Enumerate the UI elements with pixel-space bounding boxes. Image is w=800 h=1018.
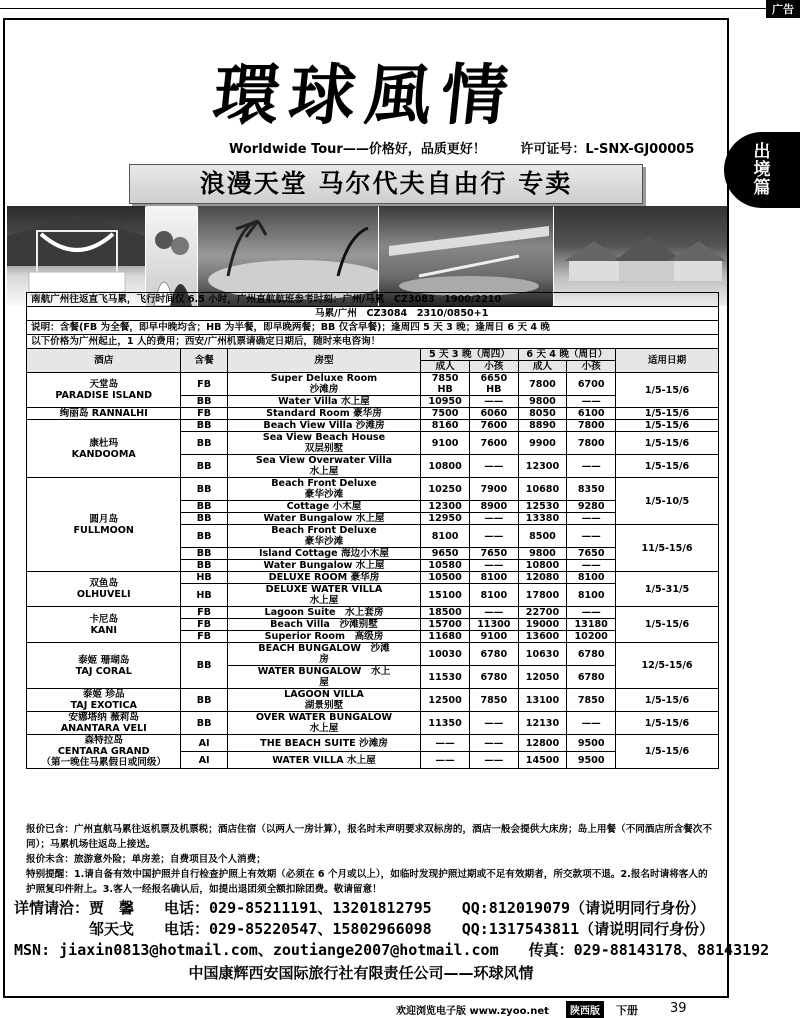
price-child-6d: 6780 — [567, 666, 616, 689]
table-row — [27, 572, 719, 584]
meal-plan: AI — [181, 752, 227, 769]
room-type: Beach View Villa 沙滩房 — [227, 420, 421, 432]
room-type: Standard Room 豪华房 — [227, 408, 421, 420]
price-child-6d: —— — [567, 607, 616, 619]
meal-plan: BB — [181, 560, 227, 572]
meal-plan: FB — [181, 373, 227, 396]
price-child-6d: 8100 — [567, 584, 616, 607]
price-child-6d: —— — [567, 513, 616, 525]
meal-plan: BB — [181, 455, 227, 478]
price-adult-5d: 9650 — [421, 548, 470, 560]
top-rule — [0, 0, 800, 14]
table-row — [27, 420, 719, 432]
valid-dates: 1/5-15/6 — [616, 689, 719, 712]
price-adult-6d: 8890 — [518, 420, 567, 432]
price-child-5d: —— — [469, 396, 518, 408]
volume-label: 下册 — [616, 1004, 638, 1017]
price-adult-5d: —— — [421, 735, 470, 752]
photo-strip — [7, 206, 727, 306]
price-adult-6d: 10800 — [518, 560, 567, 572]
price-child-5d: 8100 — [469, 572, 518, 584]
price-adult-6d: 13600 — [518, 631, 567, 643]
price-child-6d: 8350 — [567, 478, 616, 501]
banner-text: 浪漫天堂 马尔代夫自由行 专卖 — [199, 169, 573, 198]
room-type: Superior Room 高级房 — [227, 631, 421, 643]
contact-line: 详情请洽：贾 馨 电话：029-85211191、13201812795 QQ:812019079（请说明同行身份） — [14, 899, 706, 917]
table-row — [27, 408, 719, 420]
hotel-name: 天堂岛 PARADISE ISLAND — [27, 373, 181, 408]
price-adult-6d: 12050 — [518, 666, 567, 689]
reminder-note: 特别提醒：1.请自备有效中国护照并自行检查护照上有效期（必须在 6 个月或以上），如临时发现护照过期或不足有效期者，所交款项不退。2.报名时请将客人的护照复印件附上。3.客人一经报名确认后，如提出退团须全额扣除团费。敬请留意！ — [26, 869, 708, 895]
col-adult: 成人 — [518, 361, 567, 373]
ad-tag: 广告 — [766, 0, 800, 18]
price-child-6d: 6100 — [567, 408, 616, 420]
table-row — [27, 643, 719, 666]
price-note: 以下价格为广州起止，1 人的费用；西安/广州机票请确定日期后，随时来电咨询！ — [31, 336, 381, 347]
price-adult-6d: 13100 — [518, 689, 567, 712]
price-adult-6d: 13380 — [518, 513, 567, 525]
hotel-name: 康杜玛 KANDOOMA — [27, 420, 181, 478]
price-child-5d: 11300 — [469, 619, 518, 631]
room-type: Sea View Overwater Villa 水上屋 — [227, 455, 421, 478]
table-row — [27, 712, 719, 735]
price-adult-6d: 12300 — [518, 455, 567, 478]
price-child-5d: —— — [469, 712, 518, 735]
meal-plan: HB — [181, 572, 227, 584]
price-child-5d: —— — [469, 560, 518, 572]
tagline: Worldwide Tour——价格好，品质更好！ — [229, 142, 486, 157]
photo-beach-huts — [554, 206, 727, 306]
flight-info: 南航广州往返直飞马累，飞行时间仅 6.5 小时，广州直航航班参考时刻：广州/马累 CZ3083 1900/2210 — [31, 294, 502, 305]
notes — [26, 822, 712, 897]
meal-plan: BB — [181, 513, 227, 525]
included-note: 报价已含：广州直航马累往返机票及机票税；酒店住宿（以两人一房计算），报名时未声明要求双标房的，酒店一般会提供大床房；岛上用餐（不同酒店所含餐次不同）；马累机场往返岛上接送。 — [26, 824, 712, 850]
tagline-row — [229, 138, 694, 157]
col-meal: 含餐 — [181, 349, 227, 373]
price-adult-6d: 17800 — [518, 584, 567, 607]
price-adult-5d: —— — [421, 752, 470, 769]
hotel-name: 绚丽岛 RANNALHI — [27, 408, 181, 420]
price-child-6d: 6780 — [567, 643, 616, 666]
photo-bedroom — [7, 206, 145, 306]
price-child-5d: 7850 — [469, 689, 518, 712]
room-type: THE BEACH SUITE 沙滩房 — [227, 735, 421, 752]
room-type: LAGOON VILLA 湖景别墅 — [227, 689, 421, 712]
price-adult-5d: 10500 — [421, 572, 470, 584]
valid-dates: 1/5-15/6 — [616, 408, 719, 420]
col-6d4n: 6 天 4 晚（周日） — [518, 349, 615, 361]
price-adult-5d: 10580 — [421, 560, 470, 572]
meal-plan: BB — [181, 478, 227, 501]
room-type: Island Cottage 海边小木屋 — [227, 548, 421, 560]
room-type: OVER WATER BUNGALOW 水上屋 — [227, 712, 421, 735]
price-adult-5d: 12950 — [421, 513, 470, 525]
price-child-6d: 9500 — [567, 752, 616, 769]
room-type: Beach Front Deluxe 豪华沙滩 — [227, 525, 421, 548]
price-child-6d: 13180 — [567, 619, 616, 631]
price-adult-6d: 10680 — [518, 478, 567, 501]
brand-title: 環球風情 — [209, 56, 522, 134]
photo-water-villas — [379, 206, 554, 306]
price-child-5d: 8100 — [469, 584, 518, 607]
page-number: 39 — [670, 1001, 687, 1016]
price-child-5d: 7600 — [469, 420, 518, 432]
price-adult-6d: 12130 — [518, 712, 567, 735]
price-child-6d: 9280 — [567, 501, 616, 513]
price-table — [26, 292, 719, 769]
flight-info-return: 马累/广州 CZ3084 2310/0850+1 — [315, 308, 489, 319]
meal-plan: BB — [181, 712, 227, 735]
valid-dates: 1/5-15/6 — [616, 420, 719, 432]
price-adult-6d: 9900 — [518, 432, 567, 455]
room-type: Beach Front Deluxe 豪华沙滩 — [227, 478, 421, 501]
price-child-6d: 7800 — [567, 420, 616, 432]
price-adult-5d: 8160 — [421, 420, 470, 432]
room-type: WATER BUNGALOW 水上 屋 — [227, 666, 421, 689]
page-footer — [0, 1000, 800, 1018]
contact-line: 邹天戈 电话：029-85220547、15802966098 QQ:1317543811（请说明同行身份） — [14, 920, 715, 938]
meal-plan: HB — [181, 584, 227, 607]
price-child-6d: —— — [567, 525, 616, 548]
table-row — [27, 373, 719, 396]
edition-badge: 陕西版 — [566, 1001, 604, 1018]
price-child-5d: 7900 — [469, 478, 518, 501]
price-adult-5d: 11530 — [421, 666, 470, 689]
col-child: 小孩 — [469, 361, 518, 373]
hotel-name: 安娜塔纳 薇莉岛 ANANTARA VELI — [27, 712, 181, 735]
price-child-5d: —— — [469, 455, 518, 478]
price-child-5d: 6780 — [469, 643, 518, 666]
room-type: Lagoon Suite 水上套房 — [227, 607, 421, 619]
meal-plan: BB — [181, 548, 227, 560]
price-adult-5d: 15100 — [421, 584, 470, 607]
price-adult-5d: 12300 — [421, 501, 470, 513]
price-adult-6d: 22700 — [518, 607, 567, 619]
promo-banner — [129, 164, 643, 204]
price-adult-5d: 7850 HB — [421, 373, 470, 396]
hotel-name: 卡尼岛 KANI — [27, 607, 181, 643]
price-child-6d: —— — [567, 560, 616, 572]
col-adult: 成人 — [421, 361, 470, 373]
meal-note: 说明：含餐(FB 为全餐，即早中晚均含；HB 为半餐，即早晚两餐；BB 仅含早餐)；逢周四 5 天 3 晚；逢周日 6 天 4 晚 — [31, 322, 550, 333]
price-child-5d: 8900 — [469, 501, 518, 513]
meal-plan: BB — [181, 420, 227, 432]
website-link[interactable]: 欢迎浏览电子版 www.zyoo.net — [396, 1006, 549, 1017]
price-child-5d: —— — [469, 752, 518, 769]
price-adult-5d: 10030 — [421, 643, 470, 666]
price-child-6d: 9500 — [567, 735, 616, 752]
price-child-5d: 6780 — [469, 666, 518, 689]
license-number: 许可证号：L-SNX-GJ00005 — [520, 142, 695, 157]
meal-plan: BB — [181, 396, 227, 408]
valid-dates: 1/5-15/6 — [616, 373, 719, 408]
price-child-5d: —— — [469, 607, 518, 619]
price-adult-6d: 8050 — [518, 408, 567, 420]
price-adult-5d: 7500 — [421, 408, 470, 420]
valid-dates: 1/5-15/6 — [616, 735, 719, 769]
col-room: 房型 — [227, 349, 421, 373]
price-child-6d: —— — [567, 396, 616, 408]
price-child-6d: 10200 — [567, 631, 616, 643]
price-child-5d: —— — [469, 525, 518, 548]
section-tab-outbound: 出 境 篇 — [724, 132, 800, 208]
col-dates: 适用日期 — [616, 349, 719, 373]
price-adult-6d: 7800 — [518, 373, 567, 396]
price-adult-5d: 11680 — [421, 631, 470, 643]
meal-plan: BB — [181, 525, 227, 548]
price-child-5d: —— — [469, 513, 518, 525]
price-adult-5d: 12500 — [421, 689, 470, 712]
valid-dates: 1/5-15/6 — [616, 455, 719, 478]
price-child-6d: —— — [567, 712, 616, 735]
price-adult-6d: 19000 — [518, 619, 567, 631]
price-child-6d: —— — [567, 455, 616, 478]
price-child-5d: 6650 HB — [469, 373, 518, 396]
valid-dates: 1/5-15/6 — [616, 432, 719, 455]
room-type: Super Deluxe Room 沙滩房 — [227, 373, 421, 396]
col-hotel: 酒店 — [27, 349, 181, 373]
price-child-6d: 7850 — [567, 689, 616, 712]
valid-dates: 1/5-15/6 — [616, 607, 719, 643]
price-child-6d: 7650 — [567, 548, 616, 560]
valid-dates: 1/5-31/5 — [616, 572, 719, 607]
price-adult-5d: 11350 — [421, 712, 470, 735]
hotel-name: 泰姬 珊瑚岛 TAJ CORAL — [27, 643, 181, 689]
photo-pool — [198, 206, 378, 306]
table-row — [27, 689, 719, 712]
col-child: 小孩 — [567, 361, 616, 373]
room-type: Cottage 小木屋 — [227, 501, 421, 513]
room-type: DELUXE WATER VILLA 水上屋 — [227, 584, 421, 607]
hotel-name: 圆月岛 FULLMOON — [27, 478, 181, 572]
meal-plan: FB — [181, 607, 227, 619]
photo-couple — [146, 206, 198, 306]
room-type: Water Bungalow 水上屋 — [227, 560, 421, 572]
col-5d3n: 5 天 3 晚（周四） — [421, 349, 518, 361]
meal-plan: BB — [181, 689, 227, 712]
room-type: Beach Villa 沙滩别墅 — [227, 619, 421, 631]
price-child-5d: 9100 — [469, 631, 518, 643]
room-type: Water Bungalow 水上屋 — [227, 513, 421, 525]
price-child-5d: 7650 — [469, 548, 518, 560]
price-child-5d: 6060 — [469, 408, 518, 420]
price-child-5d: —— — [469, 735, 518, 752]
price-adult-6d: 12800 — [518, 735, 567, 752]
price-adult-6d: 9800 — [518, 396, 567, 408]
room-type: Sea View Beach House 双层别墅 — [227, 432, 421, 455]
valid-dates: 12/5-15/6 — [616, 643, 719, 689]
valid-dates: 1/5-15/6 — [616, 712, 719, 735]
price-adult-6d: 9800 — [518, 548, 567, 560]
price-child-5d: 7600 — [469, 432, 518, 455]
price-child-6d: 6700 — [567, 373, 616, 396]
room-type: Water Villa 水上屋 — [227, 396, 421, 408]
price-adult-5d: 15700 — [421, 619, 470, 631]
price-adult-5d: 10250 — [421, 478, 470, 501]
valid-dates: 11/5-15/6 — [616, 525, 719, 572]
price-adult-6d: 12530 — [518, 501, 567, 513]
room-type: DELUXE ROOM 豪华房 — [227, 572, 421, 584]
valid-dates: 1/5-10/5 — [616, 478, 719, 525]
price-adult-6d: 10630 — [518, 643, 567, 666]
price-adult-5d: 10950 — [421, 396, 470, 408]
price-adult-5d: 8100 — [421, 525, 470, 548]
room-type: WATER VILLA 水上屋 — [227, 752, 421, 769]
price-adult-6d: 14500 — [518, 752, 567, 769]
meal-plan: AI — [181, 735, 227, 752]
table-row — [27, 735, 719, 752]
meal-plan: BB — [181, 501, 227, 513]
meal-plan: BB — [181, 643, 227, 689]
price-adult-5d: 9100 — [421, 432, 470, 455]
price-child-6d: 7800 — [567, 432, 616, 455]
price-adult-5d: 18500 — [421, 607, 470, 619]
meal-plan: FB — [181, 619, 227, 631]
price-child-6d: 8100 — [567, 572, 616, 584]
hotel-name: 森特拉岛 CENTARA GRAND （第一晚住马累假日或同级） — [27, 735, 181, 769]
price-adult-6d: 8500 — [518, 525, 567, 548]
table-row — [27, 607, 719, 619]
price-adult-6d: 12080 — [518, 572, 567, 584]
hotel-name: 双鱼岛 OLHUVELI — [27, 572, 181, 607]
price-adult-5d: 10800 — [421, 455, 470, 478]
excluded-note: 报价未含：旅游意外险；单房差；自费项目及个人消费； — [26, 854, 266, 865]
hotel-name: 泰姬 珍品 TAJ EXOTICA — [27, 689, 181, 712]
table-row — [27, 478, 719, 501]
contact-line: MSN: jiaxin0813@hotmail.com、zoutiange2007@hotmail.com 传真：029-88143178、88143192 — [14, 941, 770, 959]
meal-plan: BB — [181, 432, 227, 455]
room-type: BEACH BUNGALOW 沙滩 房 — [227, 643, 421, 666]
company-name: 中国康辉西安国际旅行社有限责任公司——环球风情 — [188, 964, 534, 982]
meal-plan: FB — [181, 408, 227, 420]
meal-plan: FB — [181, 631, 227, 643]
contact-block — [14, 898, 770, 961]
